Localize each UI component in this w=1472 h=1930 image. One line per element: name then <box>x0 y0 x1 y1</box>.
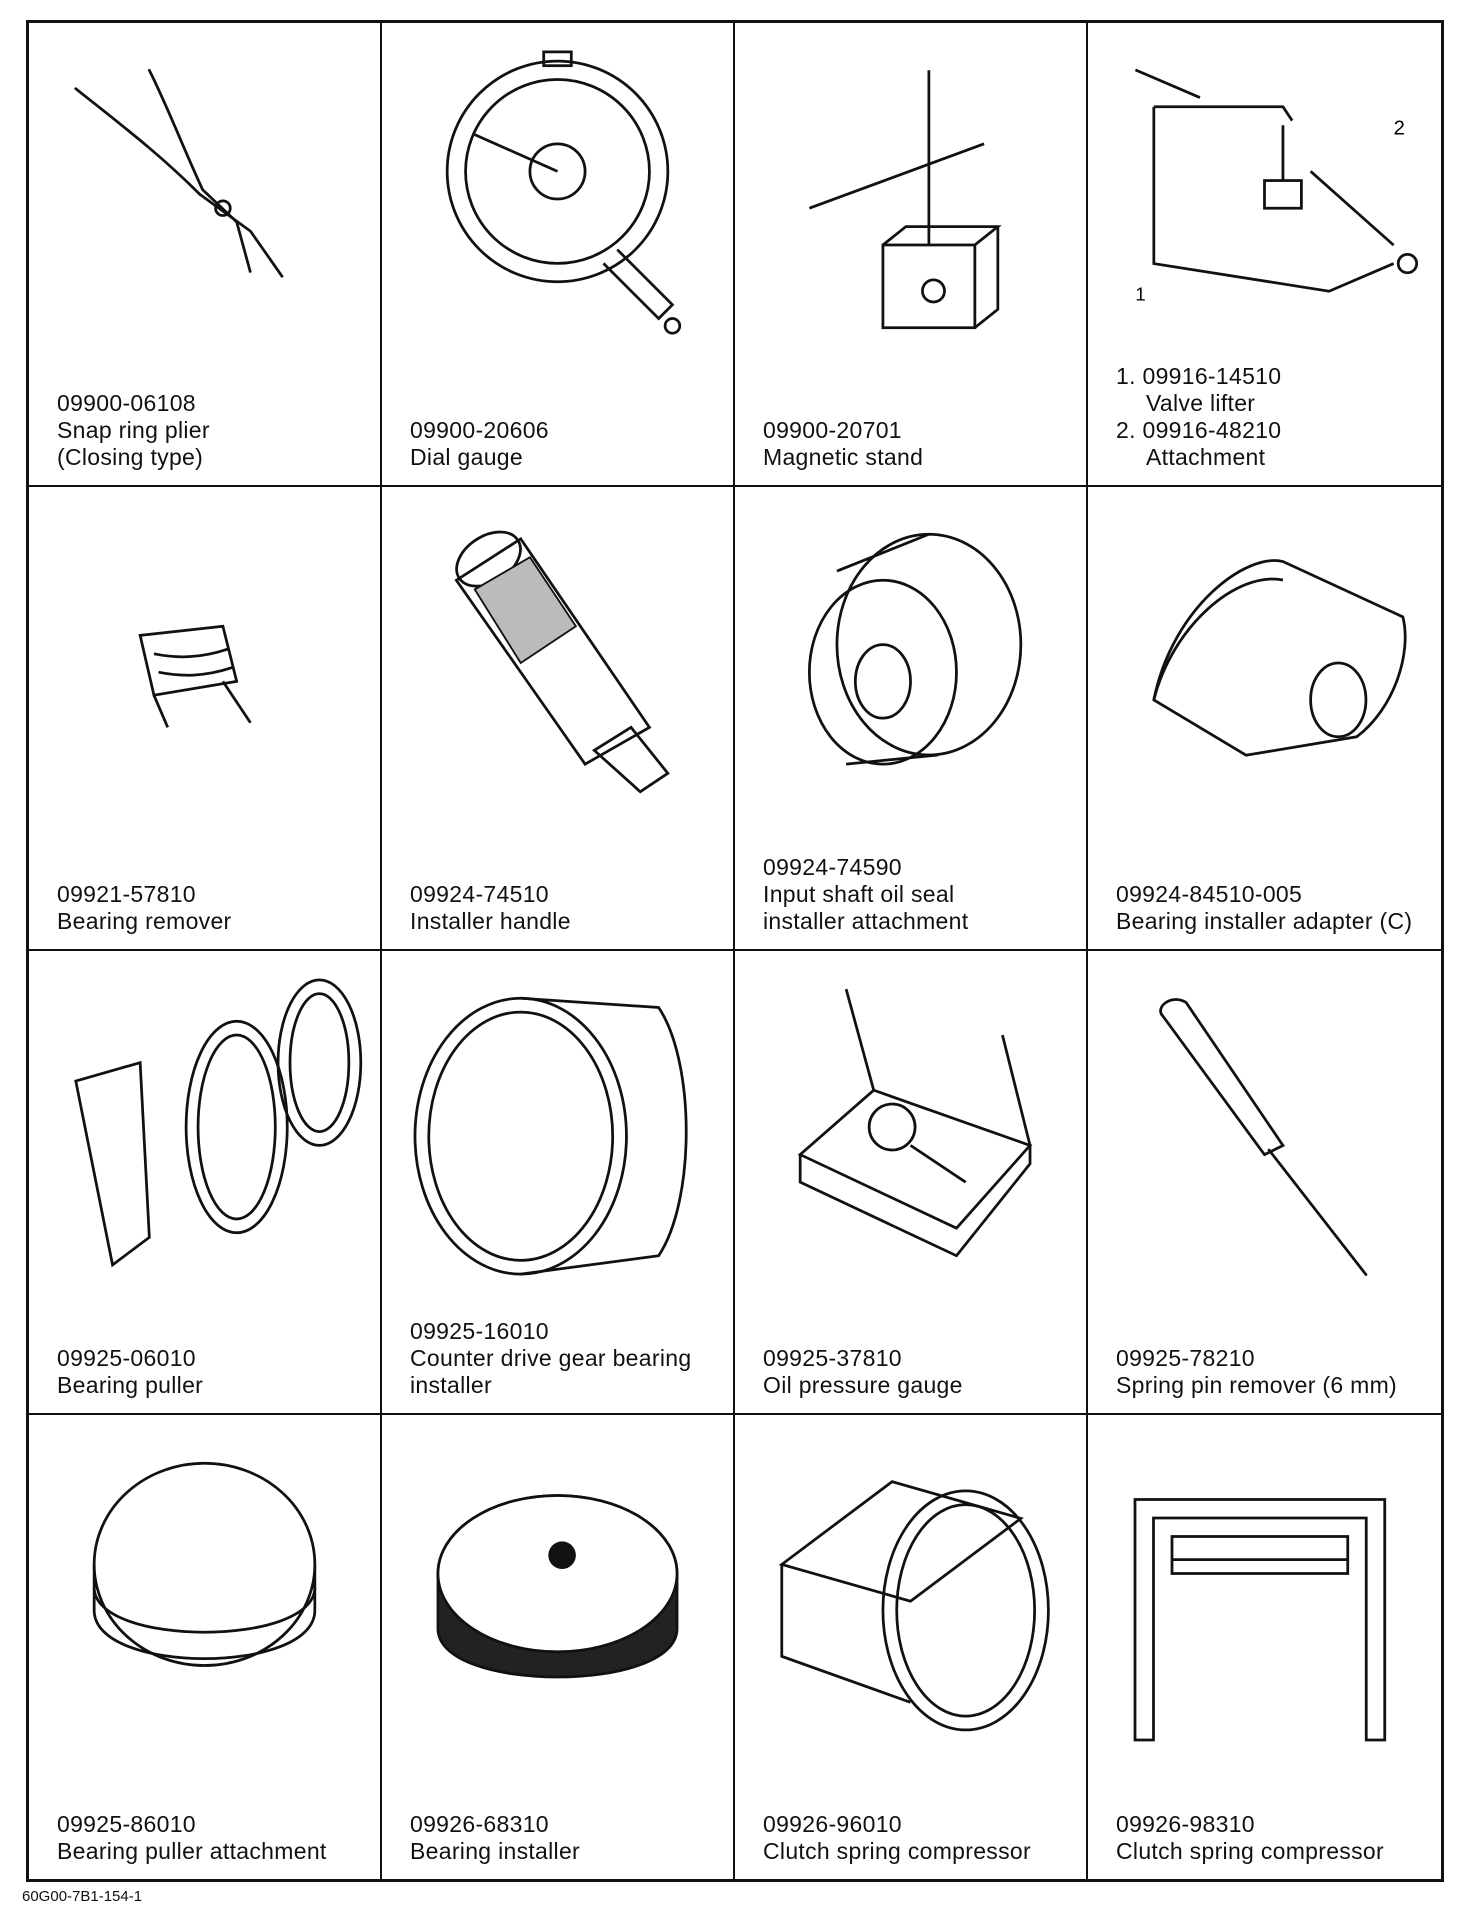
tool-caption <box>763 417 1078 471</box>
tool-caption <box>1116 1345 1433 1399</box>
tool-part-number: 09900-20606 <box>410 417 549 443</box>
tool-cell <box>735 23 1088 487</box>
bearing-installer-icon <box>392 1425 723 1759</box>
tool-caption <box>410 417 725 471</box>
svg-text:1: 1 <box>1135 283 1146 305</box>
tool-cell <box>29 23 382 487</box>
tool-name: Clutch spring compressor <box>763 1838 1031 1864</box>
tool-cell <box>1088 951 1441 1415</box>
gear-bearing-installer-icon <box>392 961 723 1293</box>
tool-name: Spring pin remover (6 mm) <box>1116 1372 1398 1398</box>
tool-caption <box>1116 363 1433 471</box>
valve-lifter-icon <box>1098 33 1431 365</box>
tool-cell <box>1088 487 1441 951</box>
tool-part-number: 2. 09916-48210 <box>1116 417 1282 443</box>
tool-caption <box>763 1345 1078 1399</box>
tool-caption <box>57 1345 372 1399</box>
tool-cell <box>29 951 382 1415</box>
tool-name: Oil pressure gauge <box>763 1372 963 1398</box>
tool-name: Clutch spring compressor <box>1116 1838 1384 1864</box>
bearing-puller-icon <box>39 961 370 1293</box>
tool-part-number: 09924-74510 <box>410 881 549 907</box>
tool-part-number: 09925-78210 <box>1116 1345 1255 1371</box>
tool-name: Bearing puller attachment <box>57 1838 327 1864</box>
tool-cell <box>1088 23 1441 487</box>
tool-name: Valve lifter <box>1146 390 1256 416</box>
tool-name: Counter drive gear bearing <box>410 1345 692 1371</box>
tool-caption <box>1116 881 1433 935</box>
tool-name: Magnetic stand <box>763 444 924 470</box>
tool-part-number: 09926-98310 <box>1116 1811 1255 1837</box>
tool-name: Installer handle <box>410 908 571 934</box>
tool-part-number: 09924-84510-005 <box>1116 881 1303 907</box>
bearing-remover-icon <box>39 497 370 829</box>
bearing-installer-adapter-icon <box>1098 497 1431 829</box>
tool-caption <box>410 881 725 935</box>
tool-cell <box>382 1415 735 1879</box>
tool-name: Dial gauge <box>410 444 523 470</box>
clutch-spring-compressor-bracket-icon <box>1098 1425 1431 1759</box>
figure-code: 60G00-7B1-154-1 <box>22 1888 143 1905</box>
tool-part-number: 09900-20701 <box>763 417 902 443</box>
clutch-spring-compressor-box-icon <box>745 1425 1076 1759</box>
tool-name: Bearing installer adapter (C) <box>1116 908 1413 934</box>
tool-part-number: 09924-74590 <box>763 854 902 880</box>
tool-name: Attachment <box>1146 444 1266 470</box>
tool-part-number: 09900-06108 <box>57 390 196 416</box>
tool-part-number: 09921-57810 <box>57 881 196 907</box>
tool-name: (Closing type) <box>57 444 204 470</box>
tool-part-number: 09925-06010 <box>57 1345 196 1371</box>
tool-part-number: 09925-16010 <box>410 1318 549 1344</box>
tool-cell <box>382 951 735 1415</box>
tool-name: Snap ring plier <box>57 417 210 443</box>
tool-name: Bearing installer <box>410 1838 581 1864</box>
tool-caption <box>57 881 372 935</box>
oil-pressure-gauge-icon <box>745 961 1076 1293</box>
spring-pin-remover-icon <box>1098 961 1431 1293</box>
svg-text:2: 2 <box>1393 117 1405 140</box>
tool-cell <box>735 487 1088 951</box>
tool-part-number: 09926-68310 <box>410 1811 549 1837</box>
tool-cell <box>29 1415 382 1879</box>
installer-handle-icon <box>392 497 723 829</box>
tool-cell <box>382 487 735 951</box>
special-tools-grid <box>26 20 1444 1882</box>
tool-part-number: 09926-96010 <box>763 1811 902 1837</box>
oil-seal-installer-icon <box>745 497 1076 829</box>
tool-caption <box>410 1318 725 1399</box>
tool-caption <box>763 854 1078 935</box>
tool-caption <box>57 1811 372 1865</box>
puller-attachment-icon <box>39 1425 370 1759</box>
tool-name: installer attachment <box>763 908 969 934</box>
tool-caption <box>1116 1811 1433 1865</box>
tool-cell <box>735 951 1088 1415</box>
tool-name: Bearing remover <box>57 908 232 934</box>
tool-part-number: 09925-86010 <box>57 1811 196 1837</box>
tool-cell <box>735 1415 1088 1879</box>
tool-cell <box>1088 1415 1441 1879</box>
tool-name: installer <box>410 1372 492 1398</box>
tool-cell <box>29 487 382 951</box>
tool-part-number: 1. 09916-14510 <box>1116 363 1282 389</box>
tool-caption <box>57 390 372 471</box>
tool-name: Bearing puller <box>57 1372 204 1398</box>
tool-caption <box>410 1811 725 1865</box>
magnetic-stand-icon <box>745 33 1076 365</box>
tool-name: Input shaft oil seal <box>763 881 955 907</box>
dial-gauge-icon <box>392 33 723 365</box>
snap-ring-plier-icon <box>39 33 370 365</box>
tool-caption <box>763 1811 1078 1865</box>
tool-cell <box>382 23 735 487</box>
tool-part-number: 09925-37810 <box>763 1345 902 1371</box>
